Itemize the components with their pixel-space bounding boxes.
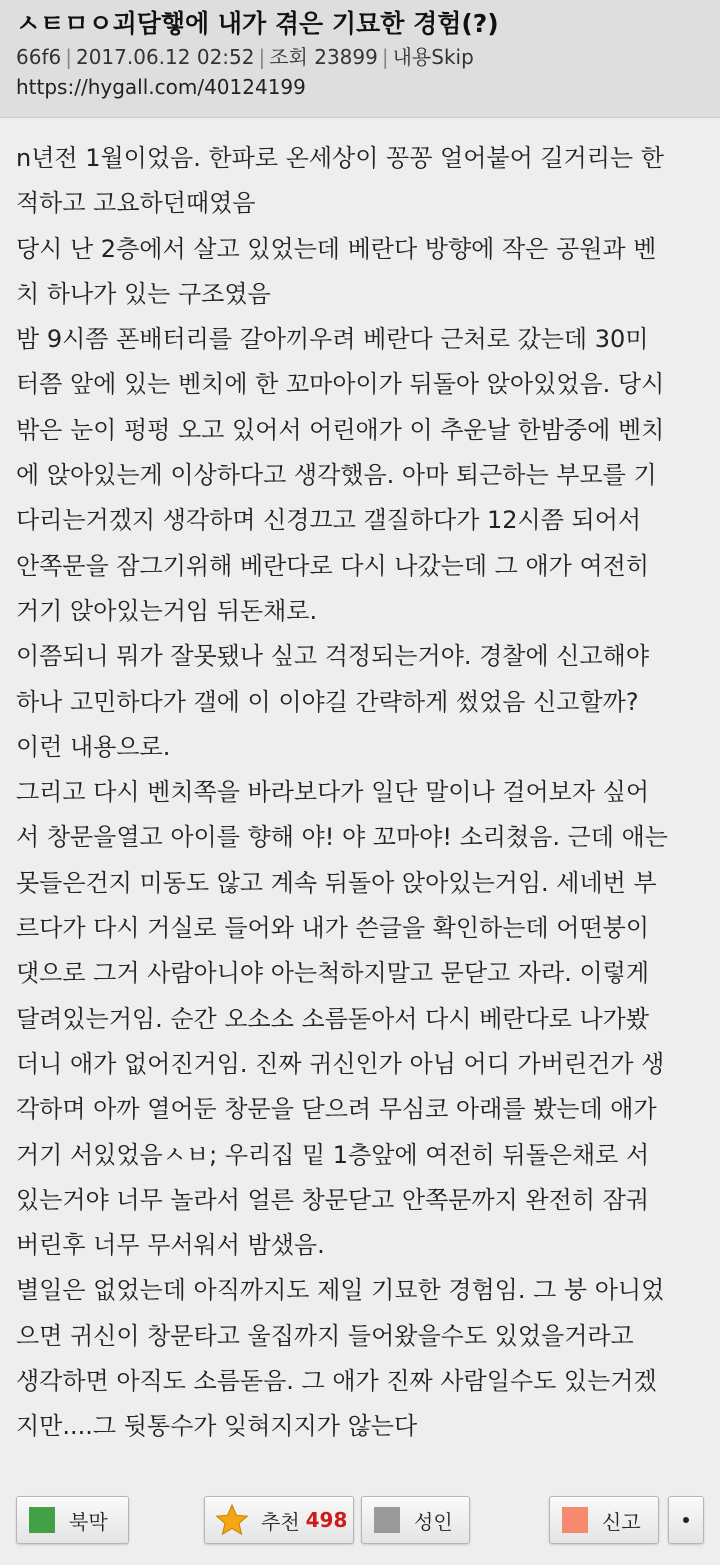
post-header	[0, 0, 720, 118]
adult-button[interactable]	[361, 1496, 470, 1544]
body-line: 으면 귀신이 창문타고 울집까지 들어왔을수도 있었을거라고	[16, 1321, 634, 1350]
body-line: 거기 서있었음ㅅㅂ; 우리집 밑 1층앞에 여전히 뒤돌은채로 서	[16, 1140, 650, 1169]
recommend-label: 추천	[261, 1509, 300, 1534]
dot-icon	[683, 1517, 689, 1523]
gray-square-icon	[374, 1507, 400, 1533]
meta-separator: |	[258, 45, 266, 69]
body-line: 적하고 고요하던때였음	[16, 189, 256, 218]
recommend-count: 498	[305, 1508, 348, 1532]
body-line: 지만....그 뒷통수가 잊혀지지가 않는다	[16, 1412, 418, 1441]
body-line: 르다가 다시 거실로 들어와 내가 쓴글을 확인하는데 어떤붕이	[16, 914, 650, 943]
body-line: 못들은건지 미동도 않고 계속 뒤돌아 앉아있는거임. 세네번 부	[16, 868, 657, 897]
meta-separator: |	[381, 45, 389, 69]
body-line: 밖은 눈이 펑펑 오고 있어서 어린애가 이 추운날 한밤중에 벤치	[16, 415, 665, 444]
block-button[interactable]	[16, 1496, 129, 1544]
body-line: 각하며 아까 열어둔 창문을 닫으려 무심코 아래를 봤는데 애가	[16, 1095, 657, 1124]
body-line: 하나 고민하다가 갤에 이 이야길 간략하게 썼었음 신고할까?	[16, 687, 639, 716]
body-line: 댓으로 그거 사람아니야 아는척하지말고 문닫고 자라. 이렇게	[16, 959, 650, 988]
view-count: 조회 23899	[269, 45, 378, 69]
post-meta	[16, 42, 704, 72]
red-square-icon	[562, 1507, 588, 1533]
report-button[interactable]	[549, 1496, 659, 1544]
body-line: 그리고 다시 벤치쪽을 바라보다가 일단 말이나 걸어보자 싶어	[16, 778, 650, 807]
body-line: 더니 애가 없어진거임. 진짜 귀신인가 아님 어디 가버린건가 생	[16, 1049, 665, 1078]
body-line: 안쪽문을 잠그기위해 베란다로 다시 나갔는데 그 애가 여전히	[16, 551, 650, 580]
body-line: 에 앉아있는게 이상하다고 생각했음. 아마 퇴근하는 부모를 기	[16, 461, 657, 490]
more-button[interactable]	[668, 1496, 704, 1544]
body-line: 밤 9시쯤 폰배터리를 갈아끼우려 베란다 근처로 갔는데 30미	[16, 325, 649, 354]
body-line: 이쯤되니 뭐가 잘못됐나 싶고 걱정되는거야. 경찰에 신고해야	[16, 642, 650, 671]
body-line: 거기 앉아있는거임 뒤돈채로.	[16, 596, 318, 625]
body-line: 다리는거겠지 생각하며 신경끄고 갤질하다가 12시쯤 되어서	[16, 506, 642, 535]
body-line: 버린후 너무 무서워서 밤샜음.	[16, 1231, 325, 1260]
body-line: 이런 내용으로.	[16, 732, 171, 761]
action-bar	[0, 1494, 720, 1554]
report-label: 신고	[602, 1509, 641, 1534]
star-icon	[215, 1503, 249, 1537]
body-line: 터쯤 앞에 있는 벤치에 한 꼬마아이가 뒤돌아 앉아있었음. 당시	[16, 370, 665, 399]
post-body	[16, 136, 710, 1450]
post-url[interactable]: https://hygall.com/40124199	[16, 75, 306, 99]
body-line: 생각하면 아직도 소름돋음. 그 애가 진짜 사람일수도 있는거겠	[16, 1367, 657, 1396]
post-date: 2017.06.12 02:52	[75, 45, 255, 69]
post-title: ㅅㅌㅁㅇ괴담햏에 내가 겪은 기묘한 경험(?)	[16, 9, 499, 38]
skip-content-link[interactable]: 내용Skip	[392, 45, 474, 69]
recommend-button[interactable]	[204, 1496, 354, 1544]
body-line: n년전 1월이었음. 한파로 온세상이 꽁꽁 얼어붙어 길거리는 한	[16, 144, 664, 172]
body-line: 달려있는거임. 순간 오소소 소름돋아서 다시 베란다로 나가봤	[16, 1004, 650, 1033]
body-line: 치 하나가 있는 구조였음	[16, 279, 271, 308]
author-id: 66f6	[16, 45, 62, 69]
green-square-icon	[29, 1507, 55, 1533]
body-line: 서 창문을열고 아이를 향해 야! 야 꼬마야! 소리쳤음. 근데 애는	[16, 823, 668, 852]
body-line: 있는거야 너무 놀라서 얼른 창문닫고 안쪽문까지 완전히 잠궈	[16, 1185, 650, 1214]
adult-label: 성인	[414, 1509, 453, 1534]
body-line: 별일은 없었는데 아직까지도 제일 기묘한 경험임. 그 붕 아니었	[16, 1276, 665, 1305]
block-label: 북막	[69, 1509, 108, 1534]
meta-separator: |	[65, 45, 72, 69]
body-line: 당시 난 2층에서 살고 있었는데 베란다 방향에 작은 공원과 벤	[16, 234, 657, 263]
